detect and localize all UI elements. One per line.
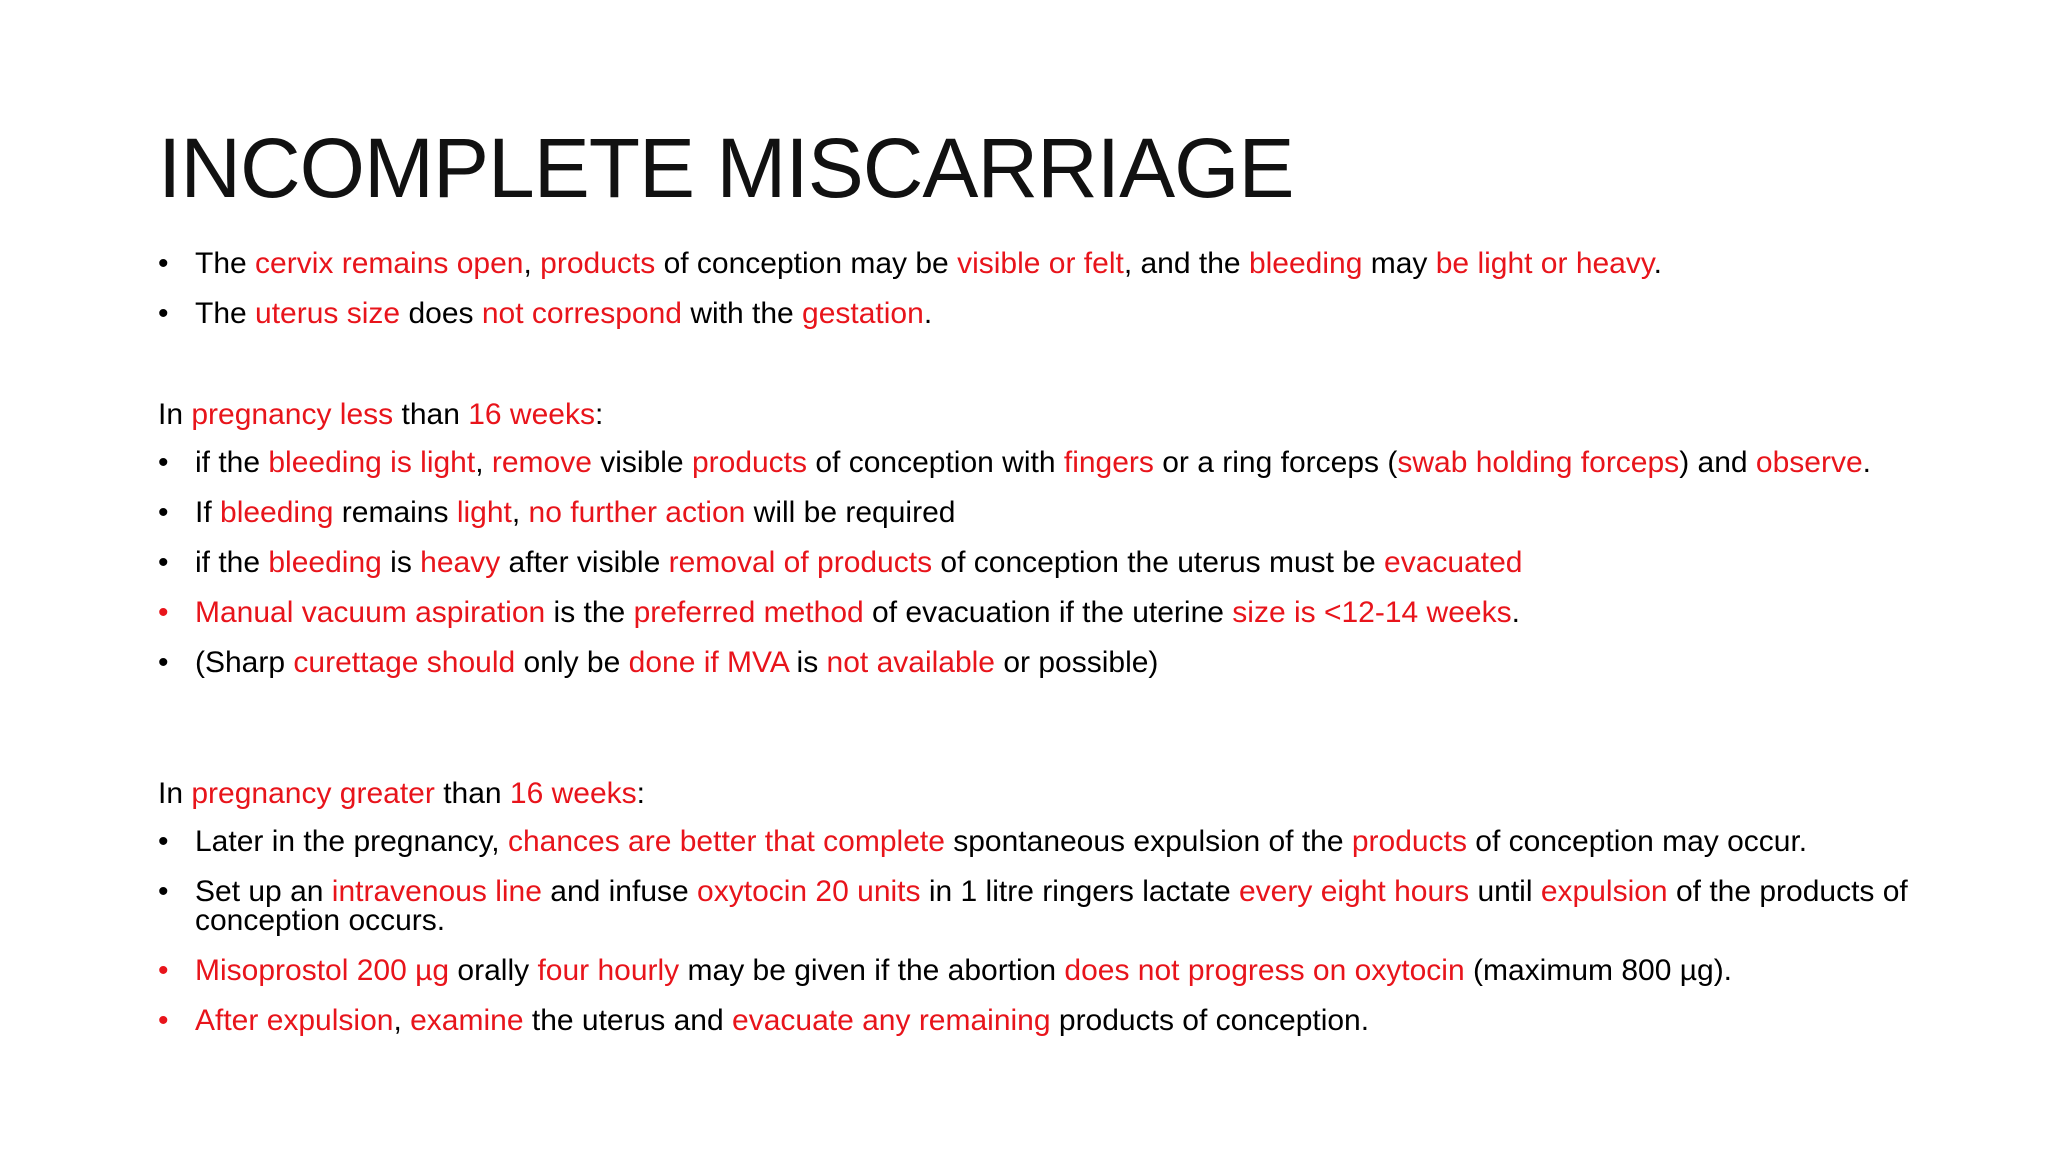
highlighted-text: Misoprostol 200 µg bbox=[195, 954, 450, 987]
text-segment: or possible) bbox=[995, 646, 1159, 679]
bullet-marker: • bbox=[158, 596, 169, 629]
bullet-item bbox=[158, 448, 1958, 477]
highlighted-text: pregnancy less bbox=[191, 398, 394, 431]
highlighted-text: done if MVA bbox=[628, 646, 789, 679]
bullet-marker: • bbox=[158, 247, 169, 280]
highlighted-text: remove bbox=[491, 446, 592, 479]
highlighted-text: preferred method bbox=[633, 596, 864, 629]
bullet-marker: • bbox=[158, 446, 169, 479]
text-segment: (Sharp bbox=[195, 646, 294, 679]
section-heading bbox=[158, 398, 1958, 432]
text-segment: with the bbox=[681, 297, 803, 330]
bullet-item bbox=[158, 299, 1958, 328]
section-bullet-list bbox=[158, 448, 1958, 677]
text-segment: products of conception. bbox=[1050, 1004, 1370, 1037]
highlighted-text: intravenous line bbox=[331, 875, 542, 908]
bullet-item bbox=[158, 598, 1958, 627]
section-less-than-16-weeks bbox=[158, 398, 1958, 698]
text-segment: of conception with bbox=[807, 446, 1064, 479]
text-segment: . bbox=[1862, 446, 1871, 479]
text-segment: of conception the uterus must be bbox=[932, 546, 1385, 579]
highlighted-text: not available bbox=[826, 646, 995, 679]
text-segment: after visible bbox=[500, 546, 669, 579]
text-segment: . bbox=[923, 297, 933, 330]
text-segment: . bbox=[1511, 596, 1520, 629]
text-segment: , bbox=[475, 446, 492, 479]
text-segment: spontaneous expulsion of the bbox=[944, 825, 1352, 858]
highlighted-text: examine bbox=[410, 1004, 524, 1037]
highlighted-text: does not progress on oxytocin bbox=[1064, 954, 1465, 987]
highlighted-text: fingers bbox=[1063, 446, 1154, 479]
text-segment: in 1 litre ringers lactate bbox=[920, 875, 1239, 908]
bullet-item bbox=[158, 648, 1958, 677]
highlighted-text: expulsion bbox=[1540, 875, 1668, 908]
highlighted-text: curettage should bbox=[293, 646, 516, 679]
text-segment: only be bbox=[515, 646, 629, 679]
highlighted-text: chances are better that complete bbox=[507, 825, 945, 858]
highlighted-text: bleeding is light bbox=[268, 446, 476, 479]
slide-title: INCOMPLETE MISCARRIAGE bbox=[158, 121, 1294, 215]
highlighted-text: removal of products bbox=[668, 546, 933, 579]
highlighted-text: not correspond bbox=[481, 297, 682, 330]
highlighted-text: light bbox=[456, 496, 512, 529]
text-segment: is bbox=[788, 646, 827, 679]
highlighted-text: size is <12-14 weeks bbox=[1232, 596, 1512, 629]
bullet-marker: • bbox=[158, 875, 169, 908]
highlighted-text: no further action bbox=[528, 496, 746, 529]
highlighted-text: evacuate any remaining bbox=[732, 1004, 1051, 1037]
bullet-item bbox=[158, 1006, 1958, 1035]
text-segment: than bbox=[393, 398, 469, 431]
highlighted-text: heavy bbox=[420, 546, 501, 579]
text-segment: is the bbox=[545, 596, 634, 629]
highlighted-text: products bbox=[1351, 825, 1467, 858]
text-segment: orally bbox=[449, 954, 538, 987]
highlighted-text: bleeding bbox=[268, 546, 382, 579]
text-segment: In bbox=[158, 398, 192, 431]
bullet-item bbox=[158, 498, 1958, 527]
highlighted-text: evacuated bbox=[1384, 546, 1523, 579]
bullet-marker: • bbox=[158, 825, 169, 858]
text-segment: may be given if the abortion bbox=[679, 954, 1065, 987]
highlighted-text: every eight hours bbox=[1239, 875, 1470, 908]
highlighted-text: oxytocin 20 units bbox=[697, 875, 921, 908]
bullet-marker: • bbox=[158, 297, 169, 330]
text-segment: is bbox=[381, 546, 421, 579]
text-segment: of conception may occur. bbox=[1466, 825, 1808, 858]
text-segment: may bbox=[1362, 247, 1436, 280]
bullet-marker: • bbox=[158, 496, 169, 529]
highlighted-text: 16 weeks bbox=[509, 777, 637, 810]
highlighted-text: visible or felt bbox=[957, 247, 1124, 280]
bullet-item bbox=[158, 827, 1958, 856]
text-segment: , and the bbox=[1123, 247, 1249, 280]
intro-block bbox=[158, 249, 1958, 349]
highlighted-text: swab holding forceps bbox=[1397, 446, 1680, 479]
highlighted-text: bleeding bbox=[220, 496, 334, 529]
text-segment: or a ring forceps ( bbox=[1153, 446, 1398, 479]
text-segment: In bbox=[158, 777, 192, 810]
text-segment: Set up an bbox=[195, 875, 332, 908]
highlighted-text: four hourly bbox=[537, 954, 680, 987]
text-segment: The bbox=[195, 247, 256, 280]
bullet-marker: • bbox=[158, 1004, 169, 1037]
section-heading bbox=[158, 777, 1958, 811]
text-segment: of conception may be bbox=[655, 247, 958, 280]
highlighted-text: cervix remains open bbox=[255, 247, 524, 280]
highlighted-text: gestation bbox=[802, 297, 924, 330]
text-segment: . bbox=[1653, 247, 1662, 280]
text-segment: : bbox=[636, 777, 646, 810]
text-segment: remains bbox=[333, 496, 457, 529]
text-segment: (maximum 800 µg). bbox=[1464, 954, 1733, 987]
text-segment: , bbox=[511, 496, 529, 529]
highlighted-text: be light or heavy bbox=[1435, 247, 1654, 280]
text-segment: ) and bbox=[1679, 446, 1756, 479]
bullet-item bbox=[158, 548, 1958, 577]
highlighted-text: products bbox=[691, 446, 808, 479]
text-segment: the uterus and bbox=[523, 1004, 733, 1037]
text-segment: , bbox=[393, 1004, 411, 1037]
bullet-marker: • bbox=[158, 546, 169, 579]
text-segment: The bbox=[195, 297, 256, 330]
text-segment: until bbox=[1469, 875, 1541, 908]
text-segment: : bbox=[594, 398, 604, 431]
highlighted-text: After expulsion bbox=[195, 1004, 394, 1037]
text-segment: , bbox=[523, 247, 541, 280]
bullet-marker: • bbox=[158, 646, 169, 679]
text-segment: visible bbox=[591, 446, 692, 479]
text-segment: does bbox=[400, 297, 482, 330]
highlighted-text: products bbox=[540, 247, 656, 280]
highlighted-text: pregnancy greater bbox=[191, 777, 435, 810]
text-segment: Later in the pregnancy, bbox=[195, 825, 508, 858]
text-segment: if the bbox=[195, 546, 269, 579]
highlighted-text: observe bbox=[1755, 446, 1863, 479]
bullet-item bbox=[158, 249, 1958, 278]
text-segment: of the products of conception occurs. bbox=[195, 875, 1908, 937]
bullet-item bbox=[158, 877, 1958, 935]
intro-bullet-list bbox=[158, 249, 1958, 328]
text-segment: and infuse bbox=[541, 875, 698, 908]
text-segment: than bbox=[434, 777, 510, 810]
bullet-marker: • bbox=[158, 954, 169, 987]
highlighted-text: bleeding bbox=[1248, 247, 1363, 280]
highlighted-text: 16 weeks bbox=[468, 398, 595, 431]
text-segment: if the bbox=[195, 446, 269, 479]
text-segment: If bbox=[195, 496, 221, 529]
section-bullet-list bbox=[158, 827, 1958, 1035]
highlighted-text: uterus size bbox=[255, 297, 401, 330]
bullet-item bbox=[158, 956, 1958, 985]
highlighted-text: Manual vacuum aspiration bbox=[195, 596, 546, 629]
section-greater-than-16-weeks bbox=[158, 777, 1958, 1056]
text-segment: will be required bbox=[745, 496, 956, 529]
text-segment: of evacuation if the uterine bbox=[863, 596, 1233, 629]
